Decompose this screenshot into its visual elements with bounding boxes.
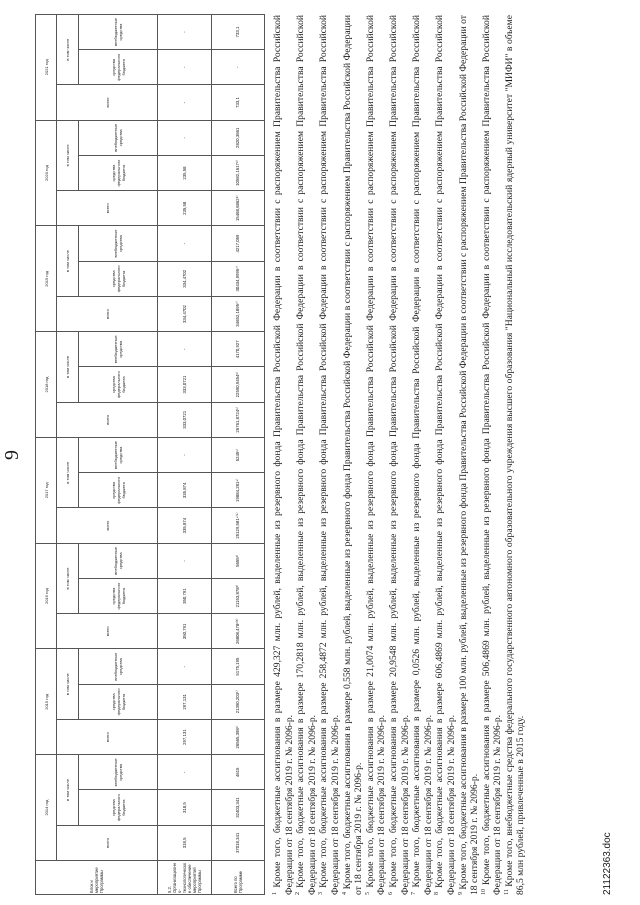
row-label-org-support: 5.2. Организационно-технологическое обеспечение мероприятий Программы: [158, 861, 211, 895]
col-including-header: в том числе: [57, 649, 78, 720]
footnote-text: Кроме того, бюджетные ассигнования в размере 100 млн. рублей, выделенные из резервного фонда Правительства Российской Федерации в соответствии с распоряжением Правительства Российской Федерации от 18 сентября 2019 г. № 2096-р.: [457, 14, 481, 895]
footnote-text: Кроме того, бюджетные ассигнования в размере 0,0526 млн. рублей, выделенные из резервного фонда Правительства Российской Федерации в соответствии с распоряжением Правительства Российской Федерации от 18 сентября 2019 г. № 2096-р.: [411, 15, 434, 895]
col-federal-budget-header: средства федерального бюджета: [78, 473, 158, 508]
table-cell: -: [211, 50, 264, 85]
table-cell: 15468,6862⁸⁾: [211, 191, 264, 226]
table-cell: 350,791: [158, 578, 211, 613]
col-including-header: в том числе: [57, 437, 78, 508]
footnote-number: 2: [295, 892, 301, 895]
table-cell: 34652,1895⁷⁾: [211, 296, 264, 331]
table-cell: 30434,9995⁷⁾: [211, 261, 264, 296]
col-including-header: в том числе: [57, 755, 78, 826]
table-cell: -: [158, 120, 211, 155]
column-header-row: [78, 14, 158, 894]
table-cell: 5175,195: [211, 649, 264, 684]
table-cell: 21390,203¹⁾: [211, 684, 264, 719]
year-2018: 2018 год: [36, 332, 57, 438]
table-cell: 10582,1617⁸⁾: [211, 155, 264, 190]
table-cell: -: [158, 437, 211, 472]
col-extrabudgetary-header: внебюджетные средства: [78, 332, 158, 367]
row-label-total: Всего по Программе: [211, 861, 264, 895]
footnote-number: 7: [410, 892, 417, 895]
table-cell: 21153,878³⁾: [211, 578, 264, 613]
table-cell: 4170,927: [211, 332, 264, 367]
table-cell: 5245⁵⁾: [211, 437, 264, 472]
footnote-text: Кроме того, бюджетные ассигнования в размере 258,4872 млн. рублей, выделенные из резервного фонда Правительства Российской Федерации в соответствии с распоряжением Правительства Российской Федерации от 18 сентября 2019 г. № 2096-р.: [318, 15, 341, 895]
col-total-header: всего: [57, 508, 158, 543]
table-cell: 334,4702: [158, 261, 211, 296]
footnote-number: 9: [457, 892, 464, 895]
page-number: 9: [1, 450, 23, 460]
footnote: [365, 15, 388, 895]
table-cell: 32403,341: [211, 790, 264, 825]
table-row-total: [211, 14, 264, 894]
footnote-number: 8: [434, 892, 441, 895]
col-extrabudgetary-header: внебюджетные средства: [78, 14, 158, 49]
col-extrabudgetary-header: внебюджетные средства: [78, 649, 158, 684]
footnote-number: 5: [364, 892, 371, 895]
footnote: [295, 15, 318, 895]
col-total-header: всего: [57, 402, 158, 437]
footnote-text: Кроме того, бюджетные ассигнования в размере 0,558 млн. рублей, выделенные из резервного фонда Правительства Российской Федерации в соответствии с распоряжением Правительства Российской Федерации от 18 сентября 2019 г. № 2096-р.: [341, 15, 365, 895]
table-cell: 4615: [211, 755, 264, 790]
table-cell: 4217,059: [211, 226, 264, 261]
table-cell: 26808,478²⁾³⁾: [211, 614, 264, 649]
table-cell: 318,5: [158, 790, 211, 825]
footnote: [434, 15, 457, 895]
col-extrabudgetary-header: внебюджетные средства: [78, 226, 158, 261]
col-federal-budget-header: средства федерального бюджета: [78, 155, 158, 190]
footnote-number: 3: [318, 892, 325, 895]
table-cell: 235,58: [158, 191, 211, 226]
table-cell: 26761,8724⁶⁾: [211, 402, 264, 437]
table-cell: 235,58: [158, 155, 211, 190]
col-federal-budget-header: средства федерального бюджета: [78, 578, 158, 613]
footnote: [458, 15, 481, 895]
col-federal-budget-header: средства федерального бюджета: [78, 261, 158, 296]
table-cell: 297,131: [158, 719, 211, 754]
footnote-text: Кроме того, бюджетные ассигнования в размере 429,327 млн. рублей, выделенные из резервного фонда Правительства Российской Федерации в соответствии с распоряжением Правительства Российской Федерации от 18 сентября 2019 г. № 2096-р.: [272, 15, 295, 895]
year-2015: 2015 год: [36, 649, 57, 755]
table-cell: 297,131: [158, 684, 211, 719]
footnotes: [272, 15, 527, 895]
table-cell: 333,0721: [158, 402, 211, 437]
table-row-org-support: [158, 14, 211, 894]
table-cell: 335,874: [158, 473, 211, 508]
funding-table: [35, 14, 265, 895]
footnote-text: Кроме того, бюджетные ассигнования в размере 170,2818 млн. рублей, выделенные из резервного фонда Правительства Российской Федерации в соответствии с распоряжением Правительства Российской Федерации от 18 сентября 2019 г. № 2096-р.: [295, 15, 318, 895]
col-total-header: всего: [57, 85, 158, 120]
col-federal-budget-header: средства федерального бюджета: [78, 367, 158, 402]
footnote-number: 10: [480, 889, 487, 895]
col-including-header: в том числе: [57, 14, 78, 85]
col-extrabudgetary-header: внебюджетные средства: [78, 755, 158, 790]
footnote: [318, 15, 341, 895]
year-header-row: [36, 14, 57, 894]
footnote: [342, 15, 365, 895]
col-including-header: в том числе: [57, 120, 78, 191]
footnote: [504, 15, 527, 895]
footnote-text: Кроме того, бюджетные ассигнования в размере 606,4869 млн. рублей, выделенные из резервного фонда Правительства Российской Федерации в соответствии с распоряжением Правительства Российской Федерации от 18 сентября 2019 г. № 2096-р.: [434, 15, 457, 895]
col-total-header: всего: [57, 191, 158, 226]
table-cell: 733,1: [211, 14, 264, 49]
table-cell: 22590,9454⁶⁾: [211, 367, 264, 402]
footnote-number: 4: [341, 892, 348, 895]
table-cell: 733,1: [211, 85, 264, 120]
col-total-header: всего: [57, 825, 158, 860]
row-header-label: Блок и мероприятие Программы: [36, 861, 158, 895]
year-2014: 2014 год: [36, 755, 57, 861]
table-cell: -: [158, 543, 211, 578]
table-cell: -: [158, 14, 211, 49]
table-cell: -: [158, 85, 211, 120]
col-including-header: в том числе: [57, 226, 78, 297]
table-cell: 37018,341: [211, 825, 264, 860]
footnote-text: Кроме того, бюджетные ассигнования в размере 21,0074 млн. рублей, выделенные из резервного фонда Правительства Российской Федерации в соответствии с распоряжением Правительства Российской Федерации от 18 сентября 2019 г. № 2096-р.: [364, 15, 388, 895]
col-extrabudgetary-header: внебюджетные средства: [78, 120, 158, 155]
document-id: 21122363.doc: [602, 832, 613, 895]
footnote-text: Кроме того, бюджетные ассигнования в размере 506,4869 млн. рублей, выделенные из резервного фонда Правительства Российской Федерации в соответствии с распоряжением Правительства Российской Федерации от 18 сентября 2019 г. № 2096-р.: [480, 15, 504, 895]
table-cell: 5655³⁾: [211, 543, 264, 578]
footnote: [388, 15, 411, 895]
table-cell: 334,4702: [158, 296, 211, 331]
footnote-number: 1: [271, 892, 278, 895]
footnote: [272, 15, 295, 895]
table-cell: -: [158, 50, 211, 85]
table-cell: -: [158, 226, 211, 261]
table-cell: 333,0721: [158, 367, 211, 402]
year-2021: 2021 год: [36, 14, 57, 120]
col-total-header: всего: [57, 296, 158, 331]
year-2017: 2017 год: [36, 437, 57, 543]
footnote-number: 6: [387, 892, 394, 895]
footnote: [481, 15, 504, 895]
table-cell: 19884,281⁴⁾: [211, 473, 264, 508]
table-cell: 25129,581⁴⁾⁵⁾: [211, 508, 264, 543]
table-cell: 26565,398¹⁾: [211, 719, 264, 754]
col-extrabudgetary-header: внебюджетные средства: [78, 437, 158, 472]
footnote-text: Кроме того, бюджетные ассигнования в размере 20,9548 млн. рублей, выделенные из резервного фонда Правительства Российской Федерации в соответствии с распоряжением Правительства Российской Федерации от 18 сентября 2019 г. № 2096-р.: [387, 15, 411, 895]
table-cell: 350,791: [158, 614, 211, 649]
col-including-header: в том числе: [57, 543, 78, 614]
col-federal-budget-header: средства федерального бюджета: [78, 50, 158, 85]
footnote-text: Кроме того, внебюджетные средства федерального государственного автономного образовательного учреждения высшего образования "Национальный исследовательский ядерный университет "МИФИ" в объеме 86,5 млн рублей, привлеченные в 2015 году.: [503, 15, 527, 895]
table-cell: -: [158, 332, 211, 367]
table-cell: 2820,3661: [211, 120, 264, 155]
footnote-number: 11: [503, 889, 510, 895]
col-total-header: всего: [57, 614, 158, 649]
year-2019: 2019 год: [36, 226, 57, 332]
col-federal-budget-header: средства федерального бюджета: [78, 790, 158, 825]
col-total-header: всего: [57, 719, 158, 754]
table-cell: 318,5: [158, 825, 211, 860]
table-cell: 335,874: [158, 508, 211, 543]
table-cell: -: [158, 649, 211, 684]
col-including-header: в том числе: [57, 332, 78, 403]
subheader-row: [57, 14, 78, 894]
footnote: [411, 15, 434, 895]
col-extrabudgetary-header: внебюджетные средства: [78, 543, 158, 578]
year-2016: 2016 год: [36, 543, 57, 649]
table-cell: -: [158, 755, 211, 790]
year-2020: 2020 год: [36, 120, 57, 226]
col-federal-budget-header: средства федерального бюджета: [78, 684, 158, 719]
